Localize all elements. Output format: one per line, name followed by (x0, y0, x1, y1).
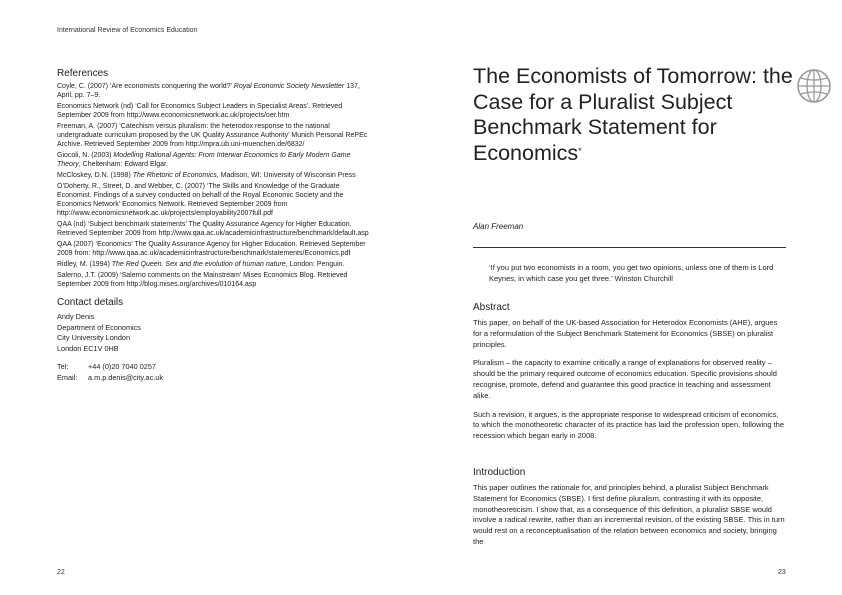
introduction-paragraph: This paper outlines the rationale for, and principles behind, a pluralist Subject Benchmark Statement for Economics (SBSE). I first define pluralism, contrasting it with its opposite, monotheoreticism. I show that, as a consequence of this definition, a pluralist SBSE would involve a radical rewrite, rather than an incremental revision, of the existing SBSE. This in turn would rest on a reconceptualisation of the relation between economics and society, bringing the (473, 483, 785, 546)
abstract-paragraph: Pluralism – the capacity to examine critically a range of explanations for observed reality – should be the primary required outcome of economics education. Specific provisions should recognise, promote, defend and guarantee this good practice in teaching and assessment alike. (473, 358, 777, 400)
reference-text: Giocoli, N. (2003) (57, 152, 114, 159)
tel-value: +44 (0)20 7040 0257 (88, 362, 156, 371)
abstract-paragraph: Such a revision, it argues, is the appropriate response to widespread criticism of economics, to which the monotheoretic character of its practice has laid the profession open, following the recession which began early in 2008. (473, 409, 785, 441)
abstract-paragraph: This paper, on behalf of the UK-based Association for Heterodox Economists (AHE), argues for a reformulation of the Subject Benchmark Statement for Economics (SBSE) on pluralist principles. (473, 318, 778, 349)
introduction-section (473, 467, 786, 556)
abstract-section (473, 302, 786, 450)
reference-list (57, 82, 369, 289)
contact-department: Department of Economics (57, 322, 141, 332)
contact-postcode: London EC1V 0HB (57, 343, 119, 353)
tel-label: Tel: (57, 362, 69, 371)
reference-text: O’Doherty, R., Street, D. and Webber, C. (2007) ‘The Skills and Knowledge of the Graduate Economist. Findings of a survey conducted on behalf of the Royal Economic Society and the Economics Network’ Economics Network. Retrieved September 2009 from http://www.economicsnetwork.ac.uk/projects/employability2007full.pdf (57, 183, 344, 217)
contact-name: Andy Denis (57, 312, 95, 321)
page-number-right: 23 (778, 569, 786, 576)
reference-title: The Rhetoric of Economics (132, 172, 217, 179)
reference-title: Modelling Rational Agents: From Interwar Economics to Early Modern Game Theory (57, 152, 351, 168)
email-link[interactable]: a.m.p.denis@city.ac.uk (88, 372, 163, 382)
page-number-left: 22 (57, 569, 65, 576)
reference-text: Coyle, C. (2007) ‘Are economists conquering the world?’ (57, 83, 234, 90)
reference-text: 137, April, pp. 7–9. (57, 83, 360, 99)
reference-text: QAA (nd) ‘Subject benchmark statements’ The Quality Assurance Agency for Higher Education. Retrieved September 2009 from http://www.qaa.ac.uk/academicinfrastructure/benchmark/default.asp (57, 221, 369, 237)
reference-title: Royal Economic Society Newsletter (233, 83, 345, 90)
introduction-heading: Introduction (473, 467, 526, 478)
references-heading: References (57, 68, 109, 79)
reference-entry (57, 220, 369, 238)
contact-heading: Contact details (57, 297, 124, 308)
reference-entry (57, 240, 369, 258)
reference-title: The Red Queen. Sex and the evolution of human nature (111, 261, 286, 268)
reference-text: , Cheltenham: Edward Elgar. (78, 161, 168, 168)
reference-text: McCloskey, D.N. (1998) (57, 172, 133, 179)
reference-text: , Madison, WI: University of Wisconsin Press (216, 172, 356, 179)
left-page (57, 68, 369, 383)
journal-title: International Review of Economics Education (57, 27, 198, 34)
abstract-heading: Abstract (473, 302, 510, 313)
article-title (473, 64, 793, 166)
article-title-block (473, 64, 793, 166)
contact-table (57, 362, 163, 383)
reference-entry (57, 122, 369, 149)
reference-text: , London: Penguin. (285, 261, 345, 268)
reference-entry (57, 182, 369, 218)
reference-text: Ridley, M. (1994) (57, 261, 112, 268)
reference-text: Economics Network (nd) ‘Call for Economics Subject Leaders in Specialist Areas’. Retrieved September 2009 from http://www.economicsnetwork.ac.uk/projects/oer.htm (57, 103, 343, 119)
reference-text: Freeman, A. (2007) ‘Catechism versus pluralism: the heterodox response to the national undergraduate curriculum proposed by the UK Quality Assurance Authority’ Munich Personal RePEc Archive. Retrieved September 2009 from http://mpra.ub.uni-muenchen.de/6832/ (57, 123, 368, 148)
globe-icon (796, 68, 832, 104)
reference-entry (57, 260, 369, 269)
reference-entry (57, 82, 369, 100)
epigraph: ‘If you put two economists in a room, you get two opinions, unless one of them is Lord Keynes, in which case you get three.’ Winston Churchill (489, 263, 774, 283)
reference-entry (57, 102, 369, 120)
reference-text: Salerno, J.T. (2009) ‘Salerno comments on the Mainstream’ Mises Economics Blog. Retrieved September 2009 from http://blog.mises.org/archives/010164.asp (57, 272, 348, 288)
contact-details (57, 297, 369, 383)
reference-text: QAA (2007) ‘Economics’ The Quality Assurance Agency for Higher Education. Retrieved September 2009 from: http://www.qaa.ac.uk/academicinfrastructure/benchmark/statements/Economics.pdf (57, 241, 366, 257)
title-footnote-mark: * (578, 145, 582, 156)
contact-institution: City University London (57, 333, 131, 342)
article-title-text: The Economists of Tomorrow: the Case for a Pluralist Subject Benchmark Statement for Economics (473, 64, 793, 165)
reference-entry (57, 151, 369, 169)
reference-entry (57, 271, 369, 289)
divider (473, 247, 786, 248)
reference-entry (57, 171, 369, 180)
email-label: Email: (57, 372, 78, 382)
author-name: Alan Freeman (473, 222, 524, 231)
